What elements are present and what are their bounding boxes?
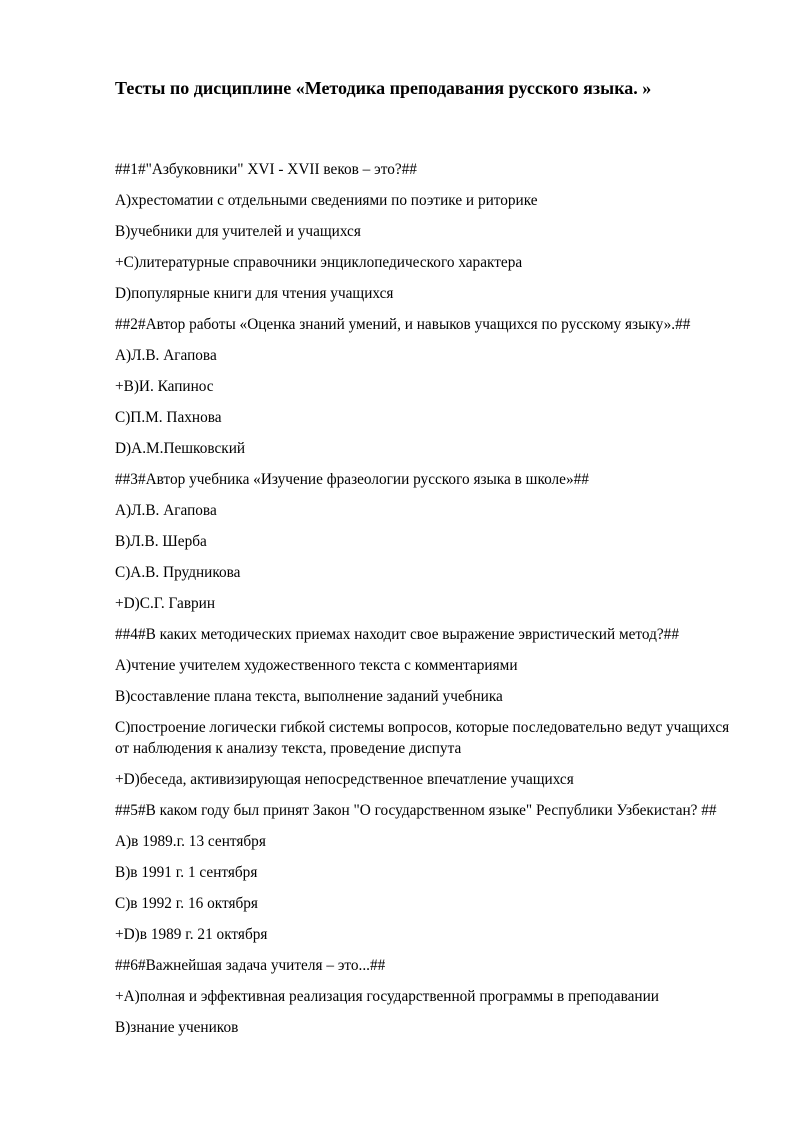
answer-option: A)в 1989.г. 13 сентября [115, 833, 266, 850]
answer-option: +D)беседа, активизирующая непосредственное впечатление учащихся [115, 771, 574, 788]
question-block-4 [115, 624, 740, 790]
answer-option: A)хрестоматии с отдельными сведениями по поэтике и риторике [115, 192, 538, 209]
answer-option: D)популярные книги для чтения учащихся [115, 285, 394, 302]
question-block-1 [115, 159, 740, 304]
answer-option: B)в 1991 г. 1 сентября [115, 864, 258, 881]
answer-option: +D)в 1989 г. 21 октября [115, 926, 268, 943]
answer-option: B)составление плана текста, выполнение заданий учебника [115, 688, 503, 705]
question-text: ##1#"Азбуковники" XVI - XVII веков – это?## [115, 161, 417, 178]
question-text: ##4#В каких методических приемах находит свое выражение эвристический метод?## [115, 626, 679, 643]
answer-option: +C)литературные справочники энциклопедического характера [115, 254, 523, 271]
question-block-6 [115, 955, 740, 1038]
question-text: ##2#Автор работы «Оценка знаний умений, и навыков учащихся по русскому языку».## [115, 316, 691, 333]
question-text: ##5#В каком году был принят Закон "О государственном языке" Республики Узбекистан? ## [115, 802, 717, 819]
answer-option: B)знание учеников [115, 1019, 239, 1036]
answer-option: C)в 1992 г. 16 октября [115, 895, 258, 912]
answer-option: +D)С.Г. Гаврин [115, 595, 216, 612]
answer-option: A)Л.В. Агапова [115, 347, 217, 364]
answer-option: C)А.В. Прудникова [115, 564, 241, 581]
answer-option: B)учебники для учителей и учащихся [115, 223, 361, 240]
answer-option: B)Л.В. Шерба [115, 533, 207, 550]
answer-option: D)А.М.Пешковский [115, 440, 246, 457]
answer-option: A)чтение учителем художественного текста с комментариями [115, 657, 518, 674]
answer-option: C)П.М. Пахнова [115, 409, 222, 426]
answer-option: +B)И. Капинос [115, 378, 214, 395]
question-text: ##6#Важнейшая задача учителя – это...## [115, 957, 386, 974]
question-text: ##3#Автор учебника «Изучение фразеологии русского языка в школе»## [115, 471, 589, 488]
test-content [115, 159, 740, 1048]
question-block-3 [115, 469, 740, 614]
question-block-2 [115, 314, 740, 459]
document-title: Тесты по дисциплине «Методика преподавания русского языка. » [115, 78, 652, 98]
answer-option: C)построение логически гибкой системы вопросов, которые последовательно ведут учащихся от наблюдения к анализу текста, проведение диспута [115, 719, 730, 757]
answer-option: +A)полная и эффективная реализация государственной программы в преподавании [115, 988, 659, 1005]
answer-option: A)Л.В. Агапова [115, 502, 217, 519]
question-block-5 [115, 800, 740, 945]
